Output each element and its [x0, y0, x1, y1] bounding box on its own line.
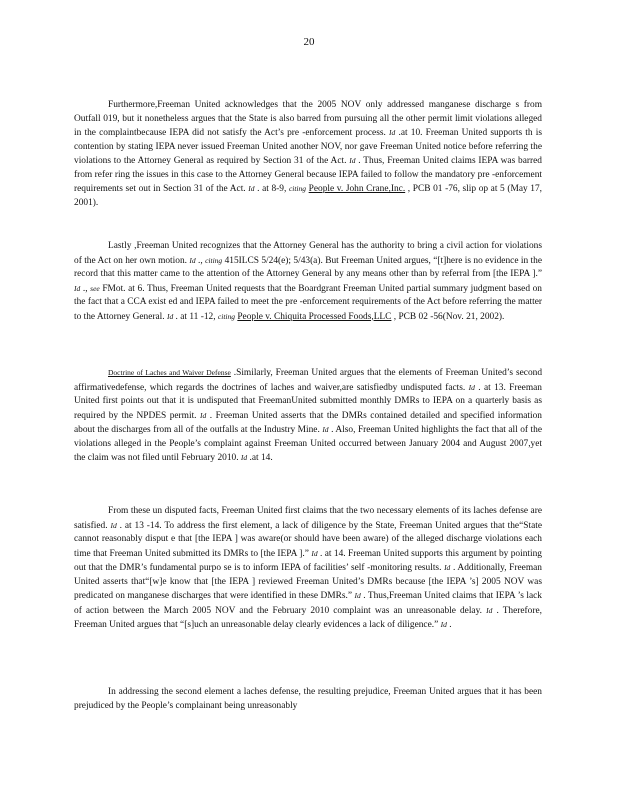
citation-signal: citing: [205, 255, 223, 265]
citation-id: Id: [166, 311, 174, 321]
citation-id: Id: [440, 620, 447, 629]
text-run: . at 13 -14. To address the first element, a lack of diligence by the State, Freeman United argues that the“State cannot reasonably disput e that [the IEPA ] was aware(or should have been aware) of the alleged discharge violations each time that Freeman United submitted its DMRs to [the IEPA ].”: [74, 520, 542, 559]
text-run: Furthermore,Freeman United acknowledges that the 2005 NOV only addressed manganese discharge s from Outfall 019, but it nonetheless argues that the State is also barred from pursuing all the other permit limit violations alleged in the complaintbecause IEPA did not satisfy the Act’s pre -enforcement process.: [74, 100, 542, 138]
citation-id: Id: [110, 520, 117, 530]
citation-id: Id: [74, 283, 81, 293]
text-run: . Thus,Freeman United claims that IEPA ’s lack of action between the March 2005 NOV and the February 2010 complaint was an unreasonable delay.: [74, 591, 542, 616]
citation-id: Id: [444, 563, 451, 572]
text-run: . at 8-9,: [254, 184, 289, 194]
page-number: 20: [303, 36, 315, 48]
text-run: Lastly ,Freeman United recognizes that the Attorney General has the authority to bring a civil action for violations of the Act on her own motion.: [74, 241, 542, 266]
text-run: . at 14. Freeman United supports this argument by pointing out that the DMR’s fundamental purpo se is to inform IEPA of facilities’ self -monitoring results.: [74, 548, 542, 573]
text-run: . Also, Freeman United highlights the fact that all of the violations alleged in the People’s complaint against Freeman United occurred between January 2004 and August 2007,yet the claim was not filed until February 2010.: [74, 425, 542, 463]
text-run: .at 10. Freeman United supports th is contention by stating IEPA never issued Freeman United another NOV, nor gave Freeman United notice before referring the violations to the Attorney General as required by Section 31 of the Act.: [74, 128, 542, 166]
text-run: .at 14.: [247, 453, 273, 463]
citation-id: Id: [200, 410, 207, 420]
paragraph-2: [74, 240, 542, 324]
text-run: In addressing the second element a laches defense, the resulting prejudice, Freeman United argues that it has been prejudiced by the People’s complainant being unreasonably: [74, 687, 542, 711]
citation-id: Id: [486, 605, 493, 615]
paragraph-3: [74, 366, 542, 466]
section-heading: Doctrine of Laches and Waiver Defense: [108, 368, 231, 377]
paragraph-4: [74, 505, 542, 633]
citation-id: Id: [240, 453, 248, 462]
text-run: . at 13. Freeman United first points out that it is undisputed that FreemanUnited submitted monthly DMRs to IEPA on a quarterly basis as required by the NPDES permit.: [74, 382, 542, 421]
paragraph-1: [74, 99, 542, 210]
case-name: People v. John Crane,Inc.: [308, 184, 406, 194]
citation-id: Id: [468, 382, 475, 392]
citation-id: Id: [189, 255, 196, 265]
text-run: .,: [195, 255, 206, 266]
citation-signal: see: [90, 283, 100, 293]
citation-id: Id: [354, 591, 361, 600]
text-run: , PCB 01 -76, slip op at 5 (May 17, 2001).: [74, 184, 542, 208]
text-run: .: [446, 620, 452, 630]
paragraph-5: [74, 686, 542, 713]
text-run: . Thus, Freeman United claims IEPA was barred from refer ring the issues in this case to the Attorney General because IEPA failed to follow the mandatory pre -enforcement requirements set out in Section 31 of the Act.: [74, 156, 542, 194]
citation-id: Id: [389, 128, 396, 137]
text-run: . Freeman United asserts that the DMRs contained detailed and specified information about the discharges from all of the outfalls at the Industry Mine.: [74, 410, 542, 435]
text-run: .Similarly, Freeman United argues that the elements of Freeman United’s second affirmativedefense, which regards the doctrines of laches and waiver,are satisfiedby undisputed facts.: [74, 368, 543, 393]
citation-signal: citing: [288, 184, 307, 193]
citation-id: Id: [311, 548, 318, 558]
citation-id: Id: [322, 425, 329, 434]
text-run: 415ILCS 5/24(e); 5/43(a). But Freeman United argues, “[t]here is no evidence in the record that this matter came to the attention of the Attorney General by any means other than by referral from [the IEPA ].”: [74, 255, 542, 279]
text-run: .,: [80, 283, 91, 294]
citation-id: Id: [349, 156, 356, 165]
case-name: People v. Chiquita Processed Foods,LLC: [237, 311, 392, 322]
text-run: . at 11 -12,: [173, 311, 218, 322]
text-run: , PCB 02 -56(Nov. 21, 2002).: [391, 311, 505, 322]
citation-signal: citing: [217, 311, 235, 321]
text-run: . Therefore, Freeman United argues that “[s]uch an unreasonable delay clearly evidences a lack of diligence.”: [74, 605, 542, 630]
text-run: . Additionally, Freeman United asserts that“[w]e know that [the IEPA ] reviewed Freeman United’s DMRs because [the IEPA ’s] 2005 NOV was predicated on manganese discharges that were identified in these DMRs.”: [74, 563, 542, 601]
text-run: FMot. at 6. Thus, Freeman United requests that the Boardgrant Freeman United partial summary judgment based on the fact that a CCA exist ed and IEPA failed to meet the pre -enforcement requirements of the Act before referring the matter to the Attorney General.: [74, 283, 542, 322]
text-run: From these un disputed facts, Freeman United first claims that the two necessary elements of its laches defense are satisfied.: [74, 506, 542, 531]
citation-id: Id: [248, 184, 255, 193]
